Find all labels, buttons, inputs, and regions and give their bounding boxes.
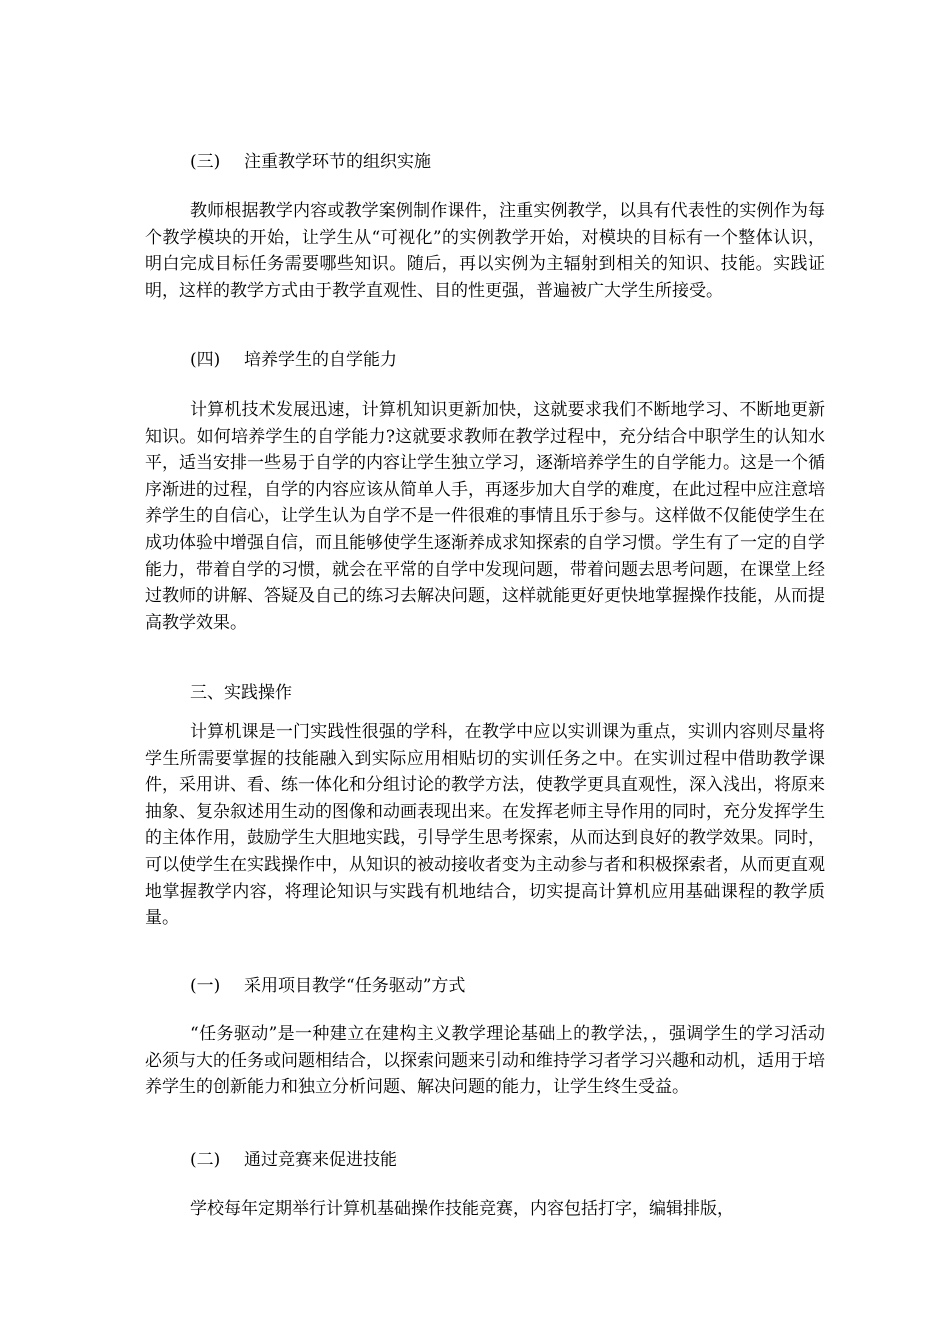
section-title: 通过竞赛来促进技能	[244, 1150, 397, 1170]
section-heading-2	[190, 1150, 397, 1170]
section-title: 注重教学环节的组织实施	[244, 152, 431, 172]
paragraph: “任务驱动”是一种建立在建构主义教学理论基础上的教学法，，强调学生的学习活动必须与大的任务或问题相结合，以探索问题来引动和维持学习者学习兴趣和动机，适用于培养学生的创新能力和独立分析问题、解决问题的能力，让学生终生受益。	[145, 1024, 825, 1098]
paragraph: 学校每年定期举行计算机基础操作技能竞赛，内容包括打字，编辑排版，	[190, 1199, 734, 1219]
chapter-title: 三、实践操作	[190, 683, 292, 703]
section-title: 培养学生的自学能力	[244, 350, 397, 370]
section-number: (二)	[190, 1150, 221, 1170]
section-number: (三)	[190, 152, 221, 172]
section-number: (一)	[190, 976, 221, 996]
section-heading-1	[190, 976, 465, 996]
paragraph: 教师根据教学内容或教学案例制作课件，注重实例教学，以具有代表性的实例作为每个教学模块的开始，让学生从“可视化”的实例教学开始，对模块的目标有一个整体认识，明白完成目标任务需要哪些知识。随后，再以实例为主辐射到相关的知识、技能。实践证明，这样的教学方式由于教学直观性、目的性更强，普遍被广大学生所接受。	[145, 201, 825, 301]
paragraph: 计算机课是一门实践性很强的学科，在教学中应以实训课为重点，实训内容则尽量将学生所需要掌握的技能融入到实际应用相贴切的实训任务之中。在实训过程中借助教学课件，采用讲、看、练一体化和分组讨论的教学方法，使教学更具直观性，深入浅出，将原来抽象、复杂叙述用生动的图像和动画表现出来。在发挥老师主导作用的同时，充分发挥学生的主体作用，鼓励学生大胆地实践，引导学生思考探索，从而达到良好的教学效果。同时，可以使学生在实践操作中，从知识的被动接收者变为主动参与者和积极探索者，从而更直观地掌握教学内容，将理论知识与实践有机地结合，切实提高计算机应用基础课程的教学质量。	[145, 722, 825, 929]
section-number: (四)	[190, 350, 221, 370]
section-heading-3	[190, 152, 431, 172]
section-heading-4	[190, 350, 397, 370]
chapter-heading-practice	[190, 683, 292, 703]
paragraph: 计算机技术发展迅速，计算机知识更新加快，这就要求我们不断地学习、不断地更新知识。如何培养学生的自学能力?这就要求教师在教学过程中，充分结合中职学生的认知水平，适当安排一些易于自学的内容让学生独立学习，逐渐培养学生的自学能力。这是一个循序渐进的过程，自学的内容应该从简单人手，再逐步加大自学的难度，在此过程中应注意培养学生的自信心，让学生认为自学不是一件很难的事情且乐于参与。这样做不仅能使学生在成功体验中增强自信，而且能够使学生逐渐养成求知探索的自学习惯。学生有了一定的自学能力，带着自学的习惯，就会在平常的自学中发现问题，带着问题去思考问题，在课堂上经过教师的讲解、答疑及自己的练习去解决问题，这样就能更好更快地掌握操作技能，从而提高教学效果。	[145, 400, 825, 633]
section-title: 采用项目教学“任务驱动”方式	[244, 976, 466, 996]
